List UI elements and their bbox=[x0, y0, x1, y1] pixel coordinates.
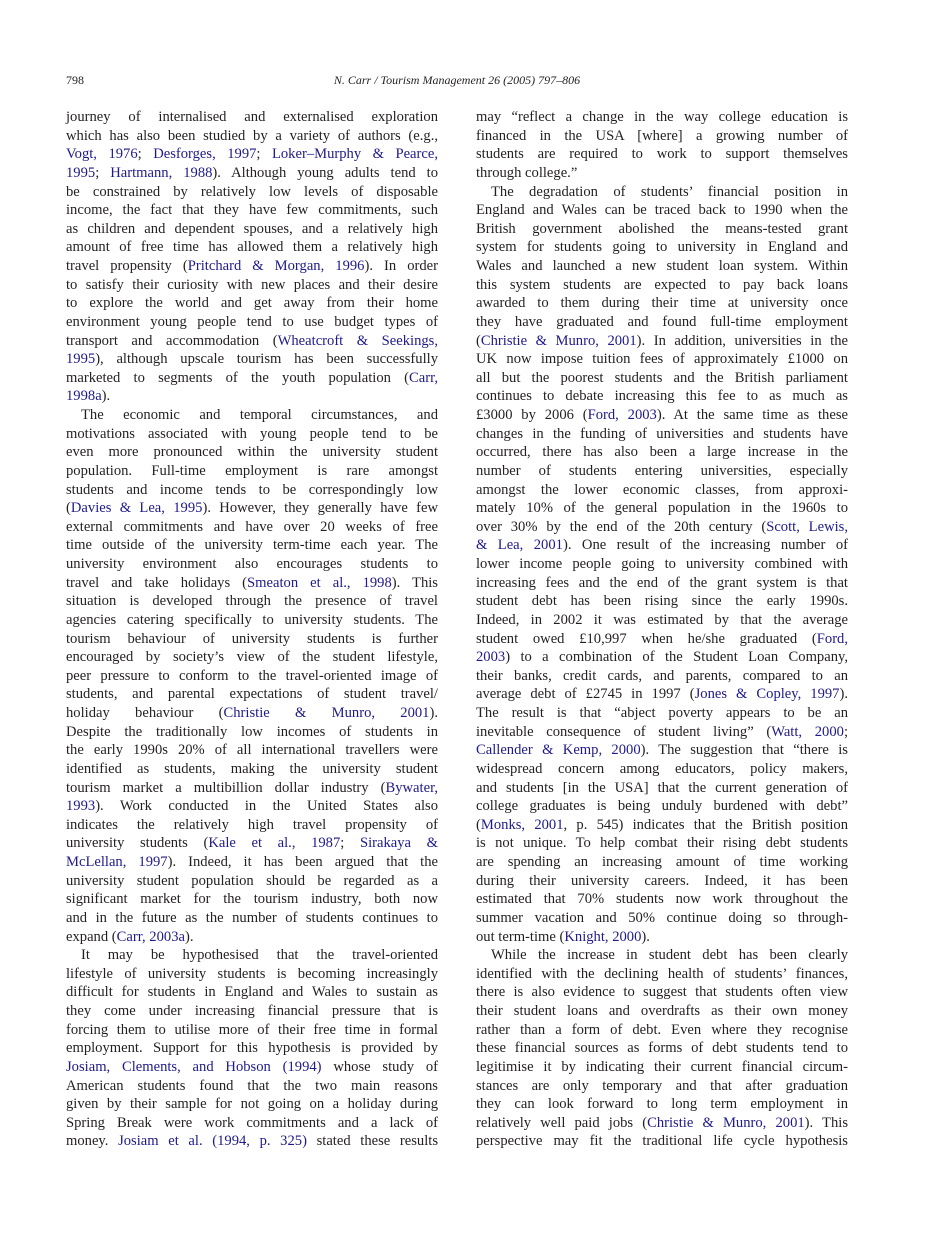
body-text: lower income people going to university combined with bbox=[476, 556, 848, 572]
body-text: British government abolished the means-tested grant bbox=[476, 220, 848, 237]
body-text: transport and accommodation ( bbox=[66, 332, 278, 349]
text-line bbox=[66, 667, 438, 686]
body-text: population. Full-time employment is rare amongst bbox=[66, 462, 438, 479]
body-text: external commitments and have over 20 weeks of free bbox=[66, 518, 438, 535]
text-line bbox=[476, 853, 848, 872]
citation-link[interactable]: Pritchard & Morgan, 1996 bbox=[187, 258, 365, 274]
text-line bbox=[66, 872, 438, 891]
text-line bbox=[66, 238, 438, 257]
body-text: continues to debate increasing this fee to as much as bbox=[476, 388, 848, 405]
body-text: forcing them to utilise more of their free time in formal bbox=[66, 1021, 438, 1038]
body-text: £3000 by 2006 ( bbox=[476, 407, 588, 423]
text-line bbox=[66, 332, 438, 351]
text-line bbox=[66, 741, 438, 760]
text-line bbox=[66, 481, 438, 500]
text-line bbox=[476, 797, 848, 816]
body-text: may “reflect a change in the way college education is bbox=[476, 109, 848, 125]
body-text: inevitable consequence of student living” ( bbox=[476, 723, 772, 740]
body-text: ; bbox=[95, 164, 111, 181]
text-line bbox=[66, 909, 438, 928]
body-text: travel and take holidays ( bbox=[66, 574, 248, 591]
text-line bbox=[476, 1114, 848, 1133]
text-line bbox=[476, 1002, 848, 1021]
text-line bbox=[476, 481, 848, 500]
body-text: university environment also encourages students to bbox=[66, 556, 438, 572]
body-text: student owed £10,997 when he/she graduated ( bbox=[476, 630, 817, 647]
body-text: situation is developed through the presence of travel bbox=[66, 593, 438, 610]
citation-link[interactable]: Knight, 2000 bbox=[564, 928, 642, 945]
body-text: ). The suggestion that “there is bbox=[640, 742, 848, 759]
body-text: ; bbox=[137, 146, 154, 163]
body-text: money. bbox=[66, 1133, 119, 1150]
body-text: ). bbox=[641, 928, 650, 945]
citation-link[interactable]: Vogt, 1976 bbox=[66, 146, 138, 163]
text-line bbox=[476, 443, 848, 462]
text-line bbox=[476, 1077, 848, 1096]
body-text: university student population should be regarded as a bbox=[66, 872, 438, 889]
paragraph-start-text: The degradation of students’ financial position in bbox=[491, 183, 848, 200]
paragraph-start-text: It may be hypothesised that the travel-oriented bbox=[81, 947, 438, 964]
text-line bbox=[66, 145, 438, 164]
citation-link[interactable]: Kale et al., 1987 bbox=[208, 835, 341, 852]
body-text: , p. 545) indicates that the British position bbox=[563, 816, 848, 833]
body-text: are spending an increasing amount of time working bbox=[476, 854, 848, 870]
text-line bbox=[476, 909, 848, 928]
text-line bbox=[66, 648, 438, 667]
body-text: college graduates is being unduly burdened with debt” bbox=[476, 798, 848, 815]
citation-link[interactable]: 1995 bbox=[66, 351, 96, 368]
text-line bbox=[476, 1095, 848, 1114]
text-line bbox=[476, 890, 848, 909]
text-line bbox=[66, 313, 438, 332]
body-text: ; bbox=[256, 146, 272, 163]
text-line bbox=[476, 834, 848, 853]
text-line bbox=[66, 1114, 438, 1133]
text-line bbox=[66, 592, 438, 611]
text-line bbox=[66, 723, 438, 742]
text-line bbox=[66, 201, 438, 220]
text-line bbox=[476, 872, 848, 891]
body-text: student debt has been rising since the early 1990s. bbox=[476, 593, 848, 610]
body-text: encouraged by society’s view of the student lifestyle, bbox=[66, 649, 438, 666]
body-text: out term-time ( bbox=[476, 928, 565, 945]
text-line bbox=[66, 965, 438, 984]
body-text: legitimise it by indicating their current financial circum- bbox=[476, 1058, 848, 1075]
text-line bbox=[476, 462, 848, 481]
text-line bbox=[66, 425, 438, 444]
body-text: Despite the traditionally low incomes of students in bbox=[66, 723, 438, 740]
body-text: income, the fact that they have few commitments, such bbox=[66, 202, 438, 219]
text-line bbox=[476, 555, 848, 574]
text-line bbox=[476, 406, 848, 425]
citation-link[interactable]: Watt, 2000 bbox=[771, 723, 844, 740]
citation-link[interactable]: 1995 bbox=[66, 164, 96, 181]
body-text: ( bbox=[66, 500, 71, 517]
body-text: ). One result of the increasing number of bbox=[562, 537, 848, 554]
body-text: UK now impose tuition fees of approximately £1000 on bbox=[476, 351, 848, 368]
body-text: motivations associated with young people tend to be bbox=[66, 425, 438, 442]
body-text: marketed to segments of the youth population ( bbox=[66, 369, 409, 386]
text-line bbox=[476, 276, 848, 295]
paragraph-start-text: The economic and temporal circumstances, and bbox=[81, 407, 438, 423]
page-header bbox=[66, 73, 848, 91]
text-line bbox=[66, 630, 438, 649]
text-line bbox=[66, 1095, 438, 1114]
body-text: environment young people tend to use budget types of bbox=[66, 313, 438, 330]
citation-link[interactable]: Callender & Kemp, 2000 bbox=[476, 742, 641, 759]
body-text: ). In addition, universities in the bbox=[636, 332, 848, 349]
body-text: given by their sample for not going on a holiday during bbox=[66, 1096, 438, 1113]
text-line bbox=[476, 145, 848, 164]
body-text: relatively well paid jobs ( bbox=[476, 1114, 648, 1131]
body-text: perspective may fit the traditional life cycle hypothesis bbox=[476, 1133, 848, 1150]
body-text: travel propensity ( bbox=[66, 258, 188, 274]
body-text: Indeed, in 2002 it was estimated by that the average bbox=[476, 611, 848, 628]
text-line bbox=[66, 797, 438, 816]
text-line bbox=[66, 127, 438, 146]
text-line bbox=[66, 853, 438, 872]
text-line bbox=[476, 350, 848, 369]
text-line bbox=[476, 723, 848, 742]
body-text: and students [in the USA] that the current generation of bbox=[476, 779, 848, 796]
body-text: all but the poorest students and the British parliament bbox=[476, 369, 848, 386]
text-line bbox=[476, 1039, 848, 1058]
text-line bbox=[66, 406, 438, 425]
citation-link[interactable]: Christie & Munro, 2001 bbox=[223, 705, 430, 721]
body-text: ; bbox=[340, 835, 360, 852]
text-line bbox=[66, 108, 438, 127]
text-line bbox=[476, 965, 848, 984]
text-line bbox=[476, 536, 848, 555]
body-text: even more pronounced within the university student bbox=[66, 444, 438, 461]
text-line bbox=[66, 685, 438, 704]
citation-link[interactable]: Christie & Munro, 2001 bbox=[647, 1114, 805, 1131]
body-text: occurred, there has also been a large increase in the bbox=[476, 444, 848, 461]
body-text: Wales and launched a new student loan system. Within bbox=[476, 258, 848, 274]
body-text: changes in the funding of universities and students have bbox=[476, 425, 848, 442]
body-text: ) to a combination of the Student Loan Company, bbox=[505, 649, 848, 666]
body-text: system for students going to university in England and bbox=[476, 239, 848, 256]
body-text: to explore the world and get away from their home bbox=[66, 295, 438, 312]
text-line bbox=[66, 1077, 438, 1096]
citation-link[interactable]: Carr, 2003a bbox=[116, 928, 185, 945]
body-text: whose study of bbox=[321, 1058, 438, 1075]
text-line bbox=[476, 257, 848, 276]
citation-link[interactable]: Christie & Munro, 2001 bbox=[480, 332, 637, 349]
text-line bbox=[66, 890, 438, 909]
body-text: widespread concern among educators, policy makers, bbox=[476, 760, 848, 777]
text-line bbox=[476, 1132, 848, 1151]
text-line bbox=[66, 499, 438, 518]
body-text: ). This bbox=[804, 1114, 849, 1131]
citation-link[interactable]: Ford, 2003 bbox=[587, 407, 657, 423]
text-line bbox=[66, 760, 438, 779]
body-text: university students ( bbox=[66, 835, 209, 852]
body-text: lifestyle of university students is becoming increasingly bbox=[66, 965, 438, 982]
text-line bbox=[476, 499, 848, 518]
body-text: their student loans and overdrafts as their own money bbox=[476, 1003, 848, 1019]
body-text: financed in the USA [where] a growing number of bbox=[476, 127, 848, 144]
text-line bbox=[476, 1058, 848, 1077]
text-line bbox=[66, 183, 438, 202]
body-text: peer pressure to conform to the travel-oriented image of bbox=[66, 667, 438, 684]
text-line bbox=[66, 928, 438, 947]
body-text: ( bbox=[476, 332, 481, 349]
text-line bbox=[476, 760, 848, 779]
body-text: stances are only temporary and that after graduation bbox=[476, 1077, 848, 1094]
body-text: students, and parental expectations of student travel/ bbox=[66, 686, 438, 703]
body-text: ). bbox=[429, 705, 438, 721]
text-line bbox=[476, 369, 848, 388]
text-line bbox=[476, 127, 848, 146]
text-line bbox=[66, 834, 438, 853]
body-text: over 30% by the end of the 20th century ( bbox=[476, 518, 767, 535]
body-text: rather than a form of debt. Even where they recognise bbox=[476, 1021, 848, 1038]
citation-link[interactable]: 1998a bbox=[66, 388, 102, 405]
body-text: tourism market a multibillion dollar industry ( bbox=[66, 779, 386, 796]
citation-link[interactable]: Loker–Murphy & Pearce, bbox=[271, 146, 438, 163]
body-text: time outside of the university term-time each year. The bbox=[66, 537, 438, 554]
citation-link[interactable]: Josiam et al. (1994, p. 325) bbox=[118, 1133, 307, 1150]
citation-link[interactable]: Sirakaya & bbox=[359, 835, 438, 852]
body-text: through college.” bbox=[476, 164, 578, 181]
body-text: be constrained by relatively low levels of disposable bbox=[66, 183, 438, 200]
running-head: N. Carr / Tourism Management 26 (2005) 797–806 bbox=[333, 73, 581, 87]
body-text: as children and dependent spouses, and a relatively high bbox=[66, 220, 438, 237]
text-line bbox=[66, 387, 438, 406]
body-text: amount of free time has allowed them a relatively high bbox=[66, 239, 438, 256]
body-text: summer vacation and 50% continue doing so through- bbox=[476, 909, 848, 926]
body-text: amongst the lower economic classes, from approxi- bbox=[476, 481, 848, 498]
body-text: ). bbox=[101, 388, 111, 405]
text-line bbox=[66, 611, 438, 630]
body-text: they can look forward to long term employment in bbox=[476, 1096, 848, 1113]
body-text: ). Work conducted in the United States also bbox=[95, 798, 438, 815]
page-number: 798 bbox=[66, 73, 84, 87]
body-text: identified with the declining health of students’ finances, bbox=[476, 965, 848, 982]
body-text: American students found that the two main reasons bbox=[66, 1077, 438, 1094]
text-line bbox=[476, 313, 848, 332]
body-text: they come under increasing financial pressure that is bbox=[66, 1003, 438, 1019]
body-text: these financial sources as forms of debt students tend to bbox=[476, 1040, 848, 1057]
text-line bbox=[476, 164, 848, 183]
text-line bbox=[66, 1021, 438, 1040]
text-line bbox=[476, 946, 848, 965]
paragraph-start-text: While the increase in student debt has been clearly bbox=[491, 947, 848, 964]
text-line bbox=[476, 648, 848, 667]
text-line bbox=[66, 1039, 438, 1058]
text-line bbox=[476, 630, 848, 649]
text-line bbox=[476, 574, 848, 593]
right-column bbox=[476, 108, 848, 1151]
body-text: indicates the relatively high travel propensity of bbox=[66, 816, 438, 833]
citation-link[interactable]: 1993 bbox=[66, 798, 96, 815]
body-text: tourism behaviour of university students is further bbox=[66, 630, 438, 647]
body-text: awarded to them during their time at university once bbox=[476, 295, 848, 312]
body-text: difficult for students in England and Wales to sustain as bbox=[66, 984, 438, 1001]
text-line bbox=[66, 779, 438, 798]
body-text: ( bbox=[476, 816, 481, 833]
left-column bbox=[66, 108, 438, 1151]
citation-link[interactable]: Scott, Lewis, bbox=[766, 518, 848, 535]
text-line bbox=[66, 574, 438, 593]
text-line bbox=[476, 220, 848, 239]
body-text: ). However, they generally have few bbox=[202, 500, 438, 517]
body-text: the early 1990s 20% of all international travellers were bbox=[66, 742, 438, 759]
body-text: significant market for the tourism industry, both now bbox=[66, 891, 438, 908]
text-line bbox=[66, 555, 438, 574]
body-text: to satisfy their curiosity with new places and their desire bbox=[66, 276, 438, 293]
citation-link[interactable]: Bywater, bbox=[385, 779, 438, 796]
text-line bbox=[476, 108, 848, 127]
body-text: estimated that 70% students now work throughout the bbox=[476, 891, 848, 908]
body-text: agencies catering specifically to university students. The bbox=[66, 611, 438, 628]
text-line bbox=[476, 592, 848, 611]
body-text: ), although upscale tourism has been successfully bbox=[95, 351, 438, 368]
body-text: The result is that “abject poverty appears to be an bbox=[476, 705, 848, 721]
body-text: this system students are expected to pay back loans bbox=[476, 276, 848, 293]
text-line bbox=[66, 443, 438, 462]
text-line bbox=[476, 611, 848, 630]
citation-link[interactable]: Jones & Copley, 1997 bbox=[694, 686, 840, 703]
body-text: students and income tends to be correspondingly low bbox=[66, 481, 438, 498]
citation-link[interactable]: Smeaton et al., 1998 bbox=[247, 574, 392, 591]
text-line bbox=[476, 294, 848, 313]
text-line bbox=[476, 667, 848, 686]
citation-link[interactable]: Monks, 2001 bbox=[480, 816, 564, 833]
text-line bbox=[476, 425, 848, 444]
text-line bbox=[476, 201, 848, 220]
text-line bbox=[66, 369, 438, 388]
text-line bbox=[66, 294, 438, 313]
body-text: stated these results bbox=[306, 1133, 438, 1150]
text-line bbox=[66, 704, 438, 723]
body-text: ). bbox=[839, 686, 848, 703]
text-line bbox=[476, 983, 848, 1002]
text-line bbox=[476, 183, 848, 202]
text-line bbox=[66, 220, 438, 239]
text-line bbox=[476, 518, 848, 537]
citation-link[interactable]: Carr, bbox=[409, 369, 438, 386]
citation-link[interactable]: McLellan, 1997 bbox=[66, 854, 168, 870]
body-text: employment. Support for this hypothesis is provided by bbox=[66, 1040, 438, 1057]
text-line bbox=[476, 741, 848, 760]
body-text: they have graduated and found full-time employment bbox=[476, 313, 848, 330]
text-line bbox=[66, 816, 438, 835]
text-line bbox=[476, 238, 848, 257]
citation-link[interactable]: Desforges, 1997 bbox=[153, 146, 257, 163]
body-text: ). Although young adults tend to bbox=[212, 164, 439, 181]
text-line bbox=[66, 1002, 438, 1021]
text-line bbox=[66, 1058, 438, 1077]
citation-link[interactable]: & Lea, 2001 bbox=[476, 537, 563, 554]
body-text: ). At the same time as these bbox=[656, 407, 848, 423]
text-line bbox=[476, 704, 848, 723]
text-line bbox=[476, 779, 848, 798]
body-text: there is also evidence to suggest that students often view bbox=[476, 984, 848, 1001]
text-line bbox=[476, 332, 848, 351]
body-text: number of students entering universities, especially bbox=[476, 462, 848, 479]
text-line bbox=[66, 350, 438, 369]
citation-link[interactable]: Josiam, Clements, and Hobson (1994) bbox=[66, 1058, 322, 1075]
text-line bbox=[476, 1021, 848, 1040]
text-line bbox=[66, 983, 438, 1002]
body-text: England and Wales can be traced back to 1990 when the bbox=[476, 202, 848, 219]
text-line bbox=[476, 928, 848, 947]
body-text: journey of internalised and externalised exploration bbox=[66, 109, 438, 125]
text-line bbox=[476, 387, 848, 406]
body-text: ). This bbox=[391, 574, 438, 591]
text-line bbox=[66, 518, 438, 537]
citation-link[interactable]: Ford, bbox=[816, 630, 848, 647]
body-text: and in the future as the number of students continues to bbox=[66, 909, 438, 926]
text-line bbox=[66, 276, 438, 295]
text-line bbox=[476, 816, 848, 835]
text-line bbox=[66, 536, 438, 555]
body-text: their banks, credit cards, and parents, compared to an bbox=[476, 667, 848, 684]
text-line bbox=[66, 1132, 438, 1151]
text-line bbox=[66, 462, 438, 481]
citation-link[interactable]: 2003 bbox=[476, 649, 506, 666]
body-text: expand ( bbox=[66, 928, 117, 945]
body-text: is not unique. To help combat their rising debt students bbox=[476, 835, 848, 852]
body-text: during their university careers. Indeed, it has been bbox=[476, 872, 848, 889]
body-text: identified as students, making the university student bbox=[66, 760, 438, 777]
body-text: increasing fees and the end of the grant system is that bbox=[476, 574, 848, 591]
body-text: ; bbox=[843, 723, 848, 740]
citation-link[interactable]: Wheatcroft & Seekings, bbox=[277, 332, 438, 349]
text-line bbox=[66, 257, 438, 276]
body-text: students are required to work to support themselves bbox=[476, 146, 848, 163]
body-text: holiday behaviour ( bbox=[66, 705, 224, 721]
body-text: which has also been studied by a variety of authors (e.g., bbox=[66, 127, 438, 144]
text-line bbox=[476, 685, 848, 704]
body-text: mately 10% of the general population in the 1960s to bbox=[476, 500, 848, 517]
text-line bbox=[66, 946, 438, 965]
text-line bbox=[66, 164, 438, 183]
body-text: Spring Break were work commitments and a lack of bbox=[66, 1114, 438, 1131]
body-text: ). Indeed, it has been argued that the bbox=[167, 854, 438, 870]
citation-link[interactable]: Hartmann, 1988 bbox=[110, 164, 213, 181]
citation-link[interactable]: Davies & Lea, 1995 bbox=[70, 500, 203, 517]
body-text: ). bbox=[184, 928, 194, 945]
body-text: ). In order bbox=[364, 258, 438, 274]
body-text: average debt of £2745 in 1997 ( bbox=[476, 686, 695, 703]
